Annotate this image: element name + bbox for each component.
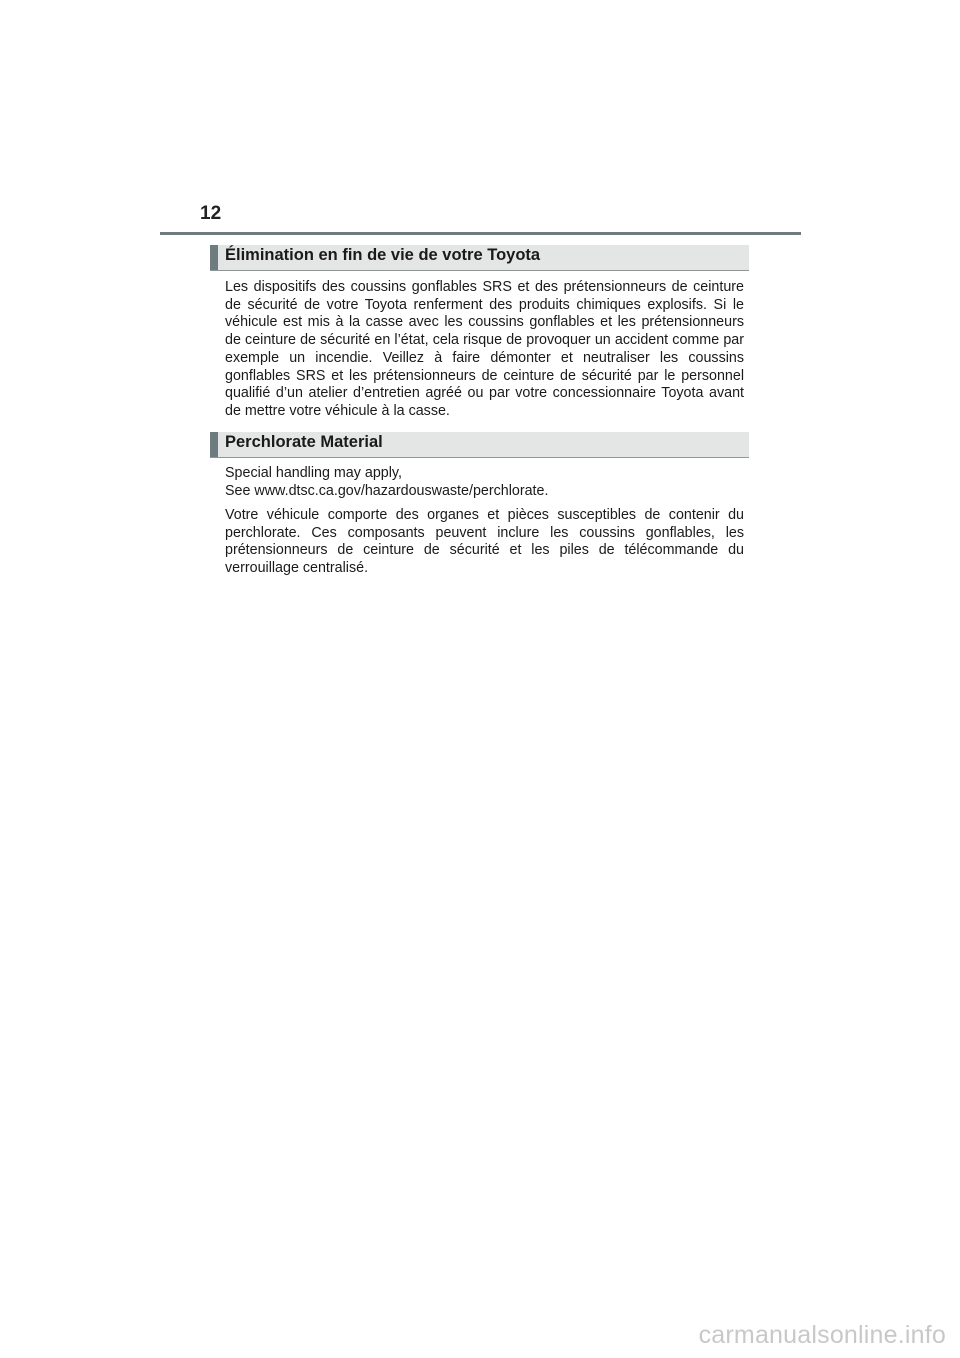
- section-title-perchlorate: Perchlorate Material: [225, 433, 383, 451]
- section-header-perchlorate: [210, 432, 749, 458]
- section-header-elimination: [210, 245, 749, 271]
- top-rule: [160, 232, 801, 235]
- section-title-elimination: Élimination en fin de vie de votre Toyota: [225, 246, 541, 264]
- paragraph-perchlorate: Votre véhicule comporte des organes et pièces susceptibles de contenir du perchlorate. Ces composants peuvent inclure les coussins gonflables, les prétensionneurs de ceinture de sécurité et les piles de télécommande du verrouillage centralisé.: [225, 507, 744, 577]
- section-header-bar: [210, 245, 218, 270]
- section-header-bar: [210, 432, 218, 457]
- paragraph-elimination: Les dispositifs des coussins gonflables SRS et des prétensionneurs de ceinture de sécurité de votre Toyota renferment des produits chimiques explosifs. Si le véhicule est mis à la casse avec les coussins gonflables et les prétensionneurs de ceinture de sécurité en l’état, cela risque de provoquer un accident comme par exemple un incendie. Veillez à faire démonter et neutraliser les coussins gonflables SRS et les prétensionneurs de ceinture de sécurité par le personnel qualifié d’un atelier d’entretien agréé ou par votre concessionnaire Toyota avant de mettre votre véhicule à la casse.: [225, 279, 744, 419]
- paragraph-special-handling: [225, 465, 744, 500]
- special-handling-line: Special handling may apply,: [225, 465, 402, 481]
- page-number: 12: [200, 203, 222, 224]
- watermark: carmanualsonline.info: [698, 1321, 946, 1349]
- dtsc-link-text: See www.dtsc.ca.gov/hazardouswaste/perchlorate.: [225, 482, 549, 499]
